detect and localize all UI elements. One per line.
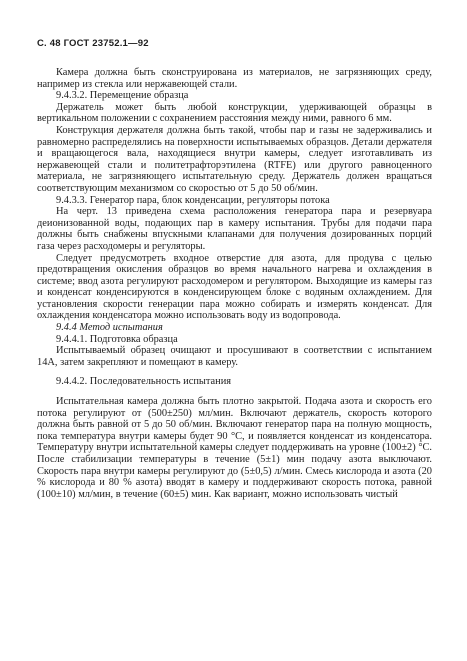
subsection-heading-9-4-3-3: 9.4.3.3. Генератор пара, блок конденсации, регуляторы потока xyxy=(56,194,330,206)
paragraph-steam-generator: На черт. 13 приведена схема расположения генератора пара и резервуара деионизованной воды, подающих пар в камеру испытания. Трубы для подачи пара должны быть снабжены впускными клапанами для получения дозированных порций газа через расходомеры и регуляторы. xyxy=(37,206,432,252)
document-body xyxy=(37,67,432,500)
paragraph-holder-design: Конструкция держателя должна быть такой, чтобы пар и газы не задерживались и равномерно распределялись на поверхности испытываемых образцов. Детали держателя и вращающегося вала, находящиеся внутри камеры, следует изготавливать из нержавеющей стали и политетрафторэтилена (RTFE) или другого равноценного материала, не загрязняющего испытательную среду. Держатель должен вращаться соответствующим механизмом со скоростью от 5 до 50 об/мин. xyxy=(37,124,432,194)
page-number: С. 48 xyxy=(37,38,61,49)
paragraph-chamber-material: Камера должна быть сконструирована из материалов, не загрязняющих среду, например из стекла или нержавеющей стали. xyxy=(37,67,432,90)
subsection-heading-9-4-4-1: 9.4.4.1. Подготовка образца xyxy=(56,333,178,345)
paragraph-holder: Держатель может быть любой конструкции, удерживающей образцы в вертикальном положении с сохранением расстояния между ними, равного 6 мм. xyxy=(37,101,432,125)
paragraph-nitrogen-inlet: Следует предусмотреть входное отверстие для азота, для продува с целью предотвращения окисления образцов во время начального нагрева и охлаждения в системе; ввод азота регулируют расходомером и регулятором. Выходящие из камеры газ и конденсат конденсируются в конденсирующем блоке с водяным охлаждением. Для установления скорости генерации пара можно собирать и измерять конденсат. Для охлаждения конденсатора можно использовать воду из водопровода. xyxy=(37,252,432,322)
paragraph-sample-prep: Испытываемый образец очищают и просушивают в соответствии с испытанием 14А, затем закрепляют и помещают в камеру. xyxy=(37,345,432,368)
page-header xyxy=(37,38,149,49)
spacer xyxy=(37,368,432,376)
spacer xyxy=(37,388,432,396)
paragraph-test-sequence: Испытательная камера должна быть плотно закрытой. Подача азота и скорость его потока регулируют от (500±250) мл/мин. Включают держатель, скорость которого должна быть равной от 5 до 50 об/мин. Включают генератор пара на полную мощность, пока температура внутри камеры будет 90 °С, и появляется конденсат из конденсатора. Температуру внутри испытательной камеры следует поддерживать на уровне (100±2) °С. После стабилизации температуры в течение (5±1) мин подачу азота выключают. Скорость пара внутри камеры регулируют до (5±0,5) л/мин. Смесь кислорода и азота (20 % кислорода и 80 % азота) вводят в камеру и поддерживают скорость потока, равной (100±10) мл/мин, в течение (60±5) мин. Как вариант, можно использовать чистый xyxy=(37,396,432,500)
subsection-heading-9-4-4-2: 9.4.4.2. Последовательность испытания xyxy=(56,376,232,388)
section-heading-9-4-4: 9.4.4 Метод испытания xyxy=(56,322,163,334)
subsection-heading-9-4-3-2: 9.4.3.2. Перемещение образца xyxy=(56,90,189,102)
standard-number: ГОСТ 23752.1—92 xyxy=(63,38,149,49)
